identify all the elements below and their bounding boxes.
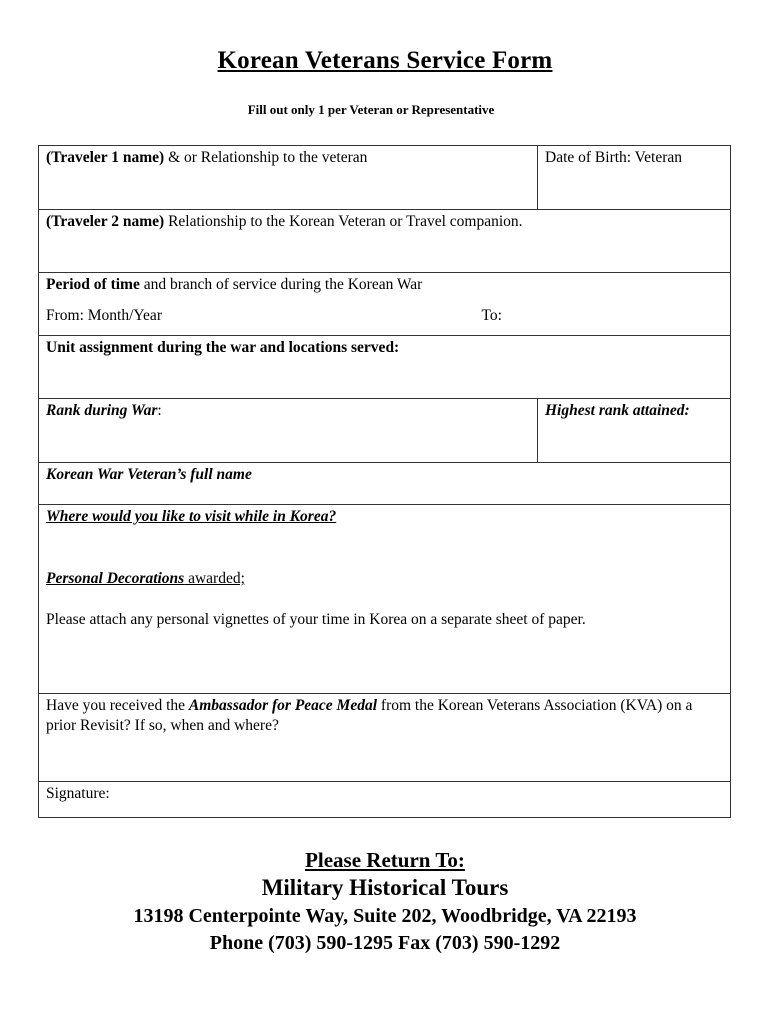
highest-rank-field[interactable] <box>538 399 731 463</box>
unit-label: Unit assignment during the war and locations served: <box>46 339 400 356</box>
medal-question-pre: Have you received the <box>46 697 189 714</box>
unit-field[interactable] <box>39 336 731 399</box>
medal-field[interactable] <box>39 694 731 782</box>
return-heading: Please Return To: <box>305 848 465 872</box>
period-field[interactable] <box>39 273 731 336</box>
traveler2-label-rest: Relationship to the Korean Veteran or Travel companion. <box>164 213 523 230</box>
service-form-table <box>38 145 731 818</box>
dob-field[interactable] <box>538 146 731 210</box>
full-name-label: Korean War Veteran’s full name <box>46 466 252 483</box>
visit-label: Where would you like to visit while in Korea? <box>46 508 337 525</box>
rank-field[interactable] <box>39 399 538 463</box>
dob-label: Date of Birth: Veteran <box>545 149 683 166</box>
visit-decorations-field[interactable] <box>39 505 731 694</box>
page-title: Korean Veterans Service Form <box>217 47 553 74</box>
traveler2-field[interactable] <box>39 210 731 273</box>
period-label: Period of time <box>46 276 140 293</box>
signature-field[interactable] <box>39 782 731 818</box>
rank-label: Rank during War <box>46 402 158 419</box>
rank-colon: : <box>157 402 162 419</box>
to-date-label: To: <box>481 307 502 324</box>
company-address: 13198 Centerpointe Way, Suite 202, Woodbridge, VA 22193 <box>133 905 637 927</box>
decorations-label: Personal Decorations <box>46 570 185 587</box>
medal-name: Ambassador for Peace Medal <box>188 697 378 714</box>
traveler1-label: (Traveler 1 name) <box>46 149 165 166</box>
medal-question-post: from the Korean Veterans Association (KVA) on a prior Revisit? If so, when and where? <box>46 697 693 734</box>
company-name: Military Historical Tours <box>261 875 509 900</box>
decorations-label-rest: awarded; <box>184 570 245 587</box>
vignettes-instruction: Please attach any personal vignettes of your time in Korea on a separate sheet of paper. <box>46 611 586 628</box>
signature-label: Signature: <box>46 785 110 802</box>
traveler1-field[interactable] <box>39 146 538 210</box>
traveler2-label: (Traveler 2 name) <box>46 213 165 230</box>
full-name-field[interactable] <box>39 463 731 505</box>
from-date-label: From: Month/Year <box>46 307 162 324</box>
highest-rank-label: Highest rank attained: <box>545 402 690 419</box>
period-label-rest: and branch of service during the Korean War <box>139 276 423 293</box>
page-subtitle: Fill out only 1 per Veteran or Representative <box>247 102 495 117</box>
company-phone-fax: Phone (703) 590-1295 Fax (703) 590-1292 <box>209 932 561 954</box>
traveler1-label-rest: & or Relationship to the veteran <box>164 149 368 166</box>
